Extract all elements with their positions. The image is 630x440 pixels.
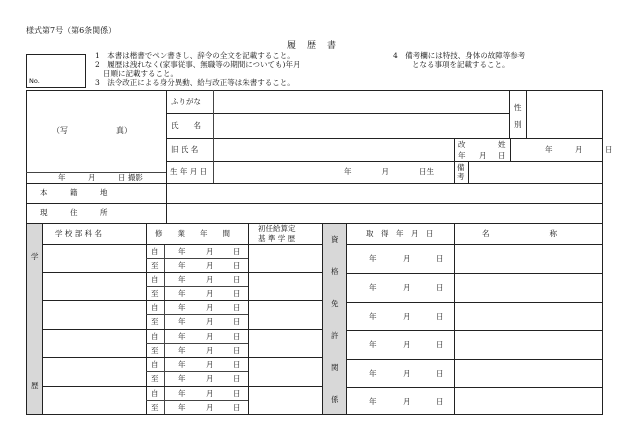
qual-day: 日 xyxy=(436,283,444,292)
name-change-nen: 年 xyxy=(458,151,466,160)
period-month: 月 xyxy=(206,332,214,341)
birthdate-label: 生 年 月 日 xyxy=(170,167,208,176)
title-header: 名 称 xyxy=(482,229,557,238)
period-year: 年 xyxy=(178,346,186,355)
period-from-to-label: 自 xyxy=(151,360,159,369)
sex-label-1: 性 xyxy=(514,103,522,112)
period-day: 日 xyxy=(233,360,241,369)
period-month: 月 xyxy=(206,303,214,312)
period-year: 年 xyxy=(178,247,186,256)
period-day: 日 xyxy=(233,275,241,284)
base-education-header-2: 基 準 学 歴 xyxy=(258,234,296,243)
period-day: 日 xyxy=(233,332,241,341)
period-from-to-label: 至 xyxy=(151,374,159,383)
form-number: 様式第7号（第6条関係） xyxy=(26,26,117,35)
qual-day: 日 xyxy=(436,254,444,263)
remarks-label-2: 考 xyxy=(457,172,465,181)
period-day: 日 xyxy=(233,346,241,355)
remarks-label-1: 備 xyxy=(457,163,465,172)
qual-month: 月 xyxy=(403,283,411,292)
name-label: 氏 名 xyxy=(171,121,201,130)
period-month: 月 xyxy=(206,247,214,256)
period-day: 日 xyxy=(233,247,241,256)
qualification-side-3: 免 xyxy=(331,299,339,308)
qual-month: 月 xyxy=(403,340,411,349)
number-label: No. xyxy=(29,77,40,85)
qual-month: 月 xyxy=(403,312,411,321)
period-from-to-label: 至 xyxy=(151,289,159,298)
base-education-header-1: 初任給算定 xyxy=(258,224,296,233)
period-year: 年 xyxy=(178,332,186,341)
name-change-date: 年 月 日 xyxy=(545,145,613,154)
qual-day: 日 xyxy=(436,369,444,378)
photo-placeholder: （写 真） xyxy=(52,126,132,135)
acquired-date-header: 取 得 年 月 日 xyxy=(366,229,434,238)
period-month: 月 xyxy=(206,289,214,298)
period-year: 年 xyxy=(178,374,186,383)
period-day: 日 xyxy=(233,374,241,383)
period-month: 月 xyxy=(206,360,214,369)
qual-year: 年 xyxy=(369,254,377,263)
period-year: 年 xyxy=(178,360,186,369)
qualification-side-shade xyxy=(322,224,346,414)
qual-year: 年 xyxy=(369,369,377,378)
period-year: 年 xyxy=(178,403,186,412)
period-month: 月 xyxy=(206,317,214,326)
photo-date: 年 月 日 撮影 xyxy=(58,173,143,182)
period-year: 年 xyxy=(178,317,186,326)
furigana-label: ふりがな xyxy=(171,97,201,106)
period-from-to-label: 自 xyxy=(151,332,159,341)
period-month: 月 xyxy=(206,374,214,383)
period-from-to-label: 至 xyxy=(151,317,159,326)
note-2: 2 履歴は洩れなく(家事従事、無職等の期間についても)年月 xyxy=(95,60,301,69)
period-from-to-label: 至 xyxy=(151,403,159,412)
period-month: 月 xyxy=(206,261,214,270)
name-change-sei: 姓 xyxy=(498,140,506,149)
period-day: 日 xyxy=(233,303,241,312)
qual-month: 月 xyxy=(403,254,411,263)
domicile-label: 本 籍 地 xyxy=(40,188,108,197)
period-from-to-label: 至 xyxy=(151,346,159,355)
education-side-2: 歴 xyxy=(31,381,39,390)
qual-day: 日 xyxy=(436,340,444,349)
qual-day: 日 xyxy=(436,397,444,406)
sex-label-2: 別 xyxy=(514,120,522,129)
period-day: 日 xyxy=(233,289,241,298)
birthdate-value: 年 月 日生 xyxy=(344,167,434,176)
period-from-to-label: 自 xyxy=(151,275,159,284)
period-year: 年 xyxy=(178,275,186,284)
period-day: 日 xyxy=(233,261,241,270)
period-header: 修 業 年 間 xyxy=(155,229,230,238)
note-4b: となる事項を記載すること。 xyxy=(412,60,510,69)
former-name-label: 旧 氏 名 xyxy=(171,145,199,154)
period-from-to-label: 自 xyxy=(151,389,159,398)
period-month: 月 xyxy=(206,275,214,284)
period-day: 日 xyxy=(233,389,241,398)
address-label: 現 住 所 xyxy=(40,208,108,217)
education-side-1: 学 xyxy=(31,252,39,261)
school-header: 学 校 部 科 名 xyxy=(55,229,103,238)
qual-month: 月 xyxy=(403,397,411,406)
qualification-side-5: 関 xyxy=(331,363,339,372)
period-year: 年 xyxy=(178,289,186,298)
period-month: 月 xyxy=(206,403,214,412)
qualification-side-6: 係 xyxy=(331,395,339,404)
qualification-side-4: 許 xyxy=(331,331,339,340)
period-year: 年 xyxy=(178,261,186,270)
period-month: 月 xyxy=(206,346,214,355)
period-from-to-label: 至 xyxy=(151,261,159,270)
period-month: 月 xyxy=(206,389,214,398)
note-1: 1 本書は楷書でペン書きし、辞令の全文を記載すること。 xyxy=(95,51,295,60)
period-day: 日 xyxy=(233,317,241,326)
period-from-to-label: 自 xyxy=(151,303,159,312)
name-change-tsuki: 月 xyxy=(479,151,487,160)
qual-year: 年 xyxy=(369,283,377,292)
name-change-hi: 日 xyxy=(498,151,506,160)
qual-year: 年 xyxy=(369,397,377,406)
note-2b: 日順に記載すること。 xyxy=(103,69,178,78)
qual-year: 年 xyxy=(369,312,377,321)
qual-day: 日 xyxy=(436,312,444,321)
qual-month: 月 xyxy=(403,369,411,378)
note-4: 4 備考欄には特技、身体の故障等参考 xyxy=(393,51,526,60)
qual-year: 年 xyxy=(369,340,377,349)
page-title: 履 歴 書 xyxy=(287,41,338,51)
qualification-side-2: 格 xyxy=(331,267,339,276)
period-year: 年 xyxy=(178,303,186,312)
period-day: 日 xyxy=(233,403,241,412)
period-year: 年 xyxy=(178,389,186,398)
note-3: 3 法令改正による身分異動、給与改正等は朱書すること。 xyxy=(95,78,295,87)
name-change-kai: 改 xyxy=(458,140,466,149)
qualification-side-1: 資 xyxy=(331,235,339,244)
period-from-to-label: 自 xyxy=(151,247,159,256)
